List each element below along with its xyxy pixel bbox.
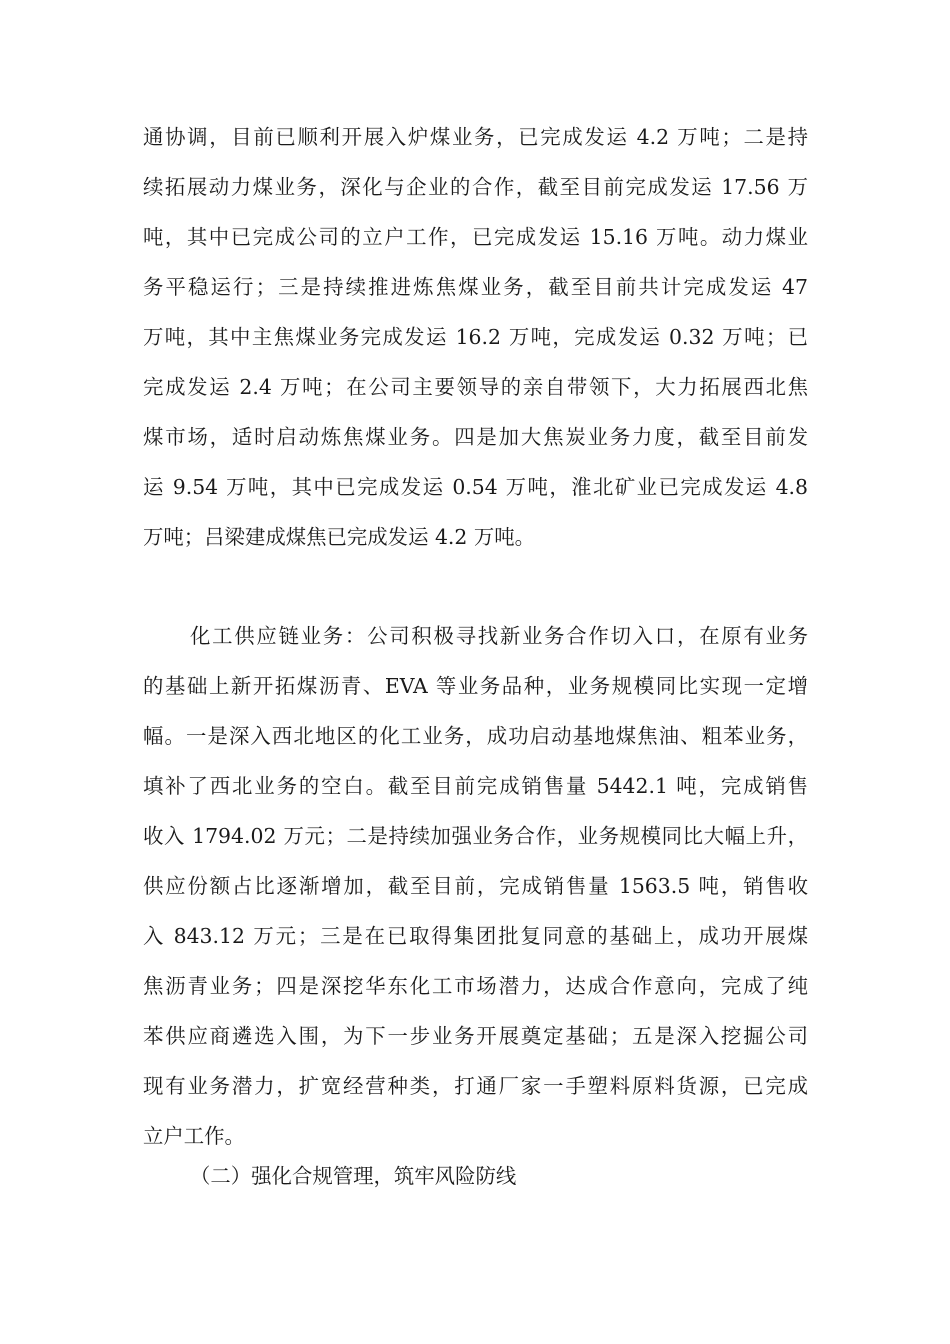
paragraph-1-line-8: 运 9.54 万吨，其中已完成发运 0.54 万吨，淮北矿业已完成发运 4.8 (143, 475, 808, 499)
paragraph-1-line-4: 务平稳运行；三是持续推进炼焦煤业务，截至目前共计完成发运 47 (143, 275, 808, 299)
paragraph-2-line-6: 供应份额占比逐渐增加，截至目前，完成销售量 1563.5 吨，销售收 (143, 874, 808, 898)
paragraph-2-line-5: 收入 1794.02 万元；二是持续加强业务合作，业务规模同比大幅上升， (143, 824, 808, 848)
paragraph-1-line-1: 通协调，目前已顺利开展入炉煤业务，已完成发运 4.2 万吨；二是持 (143, 125, 808, 149)
paragraph-1-line-7: 煤市场，适时启动炼焦煤业务。四是加大焦炭业务力度，截至目前发 (143, 425, 808, 449)
paragraph-1-line-6: 完成发运 2.4 万吨；在公司主要领导的亲自带领下，大力拓展西北焦 (143, 375, 808, 399)
paragraph-2-line-1: 化工供应链业务：公司积极寻找新业务合作切入口，在原有业务 (190, 624, 808, 648)
paragraph-2-line-9: 苯供应商遴选入围，为下一步业务开展奠定基础；五是深入挖掘公司 (143, 1024, 808, 1048)
paragraph-2-line-3: 幅。一是深入西北地区的化工业务，成功启动基地煤焦油、粗苯业务， (143, 724, 808, 748)
paragraph-2-line-4: 填补了西北业务的空白。截至目前完成销售量 5442.1 吨，完成销售 (143, 774, 808, 798)
paragraph-2-line-10: 现有业务潜力，扩宽经营种类，打通厂家一手塑料原料货源，已完成 (143, 1074, 808, 1098)
paragraph-2-line-11: 立户工作。 (143, 1124, 245, 1148)
section-heading: （二）强化合规管理，筑牢风险防线 (190, 1164, 517, 1188)
paragraph-1-line-2: 续拓展动力煤业务，深化与企业的合作，截至目前完成发运 17.56 万 (143, 175, 808, 199)
paragraph-2-line-8: 焦沥青业务；四是深挖华东化工市场潜力，达成合作意向，完成了纯 (143, 974, 808, 998)
paragraph-1-line-3: 吨，其中已完成公司的立户工作，已完成发运 15.16 万吨。动力煤业 (143, 225, 808, 249)
paragraph-2-line-7: 入 843.12 万元；三是在已取得集团批复同意的基础上，成功开展煤 (143, 924, 808, 948)
paragraph-1-line-9: 万吨；吕梁建成煤焦已完成发运 4.2 万吨。 (143, 525, 536, 549)
paragraph-1-line-5: 万吨，其中主焦煤业务完成发运 16.2 万吨，完成发运 0.32 万吨；已 (143, 325, 808, 349)
paragraph-2-line-2: 的基础上新开拓煤沥青、EVA 等业务品种，业务规模同比实现一定增 (143, 674, 808, 698)
